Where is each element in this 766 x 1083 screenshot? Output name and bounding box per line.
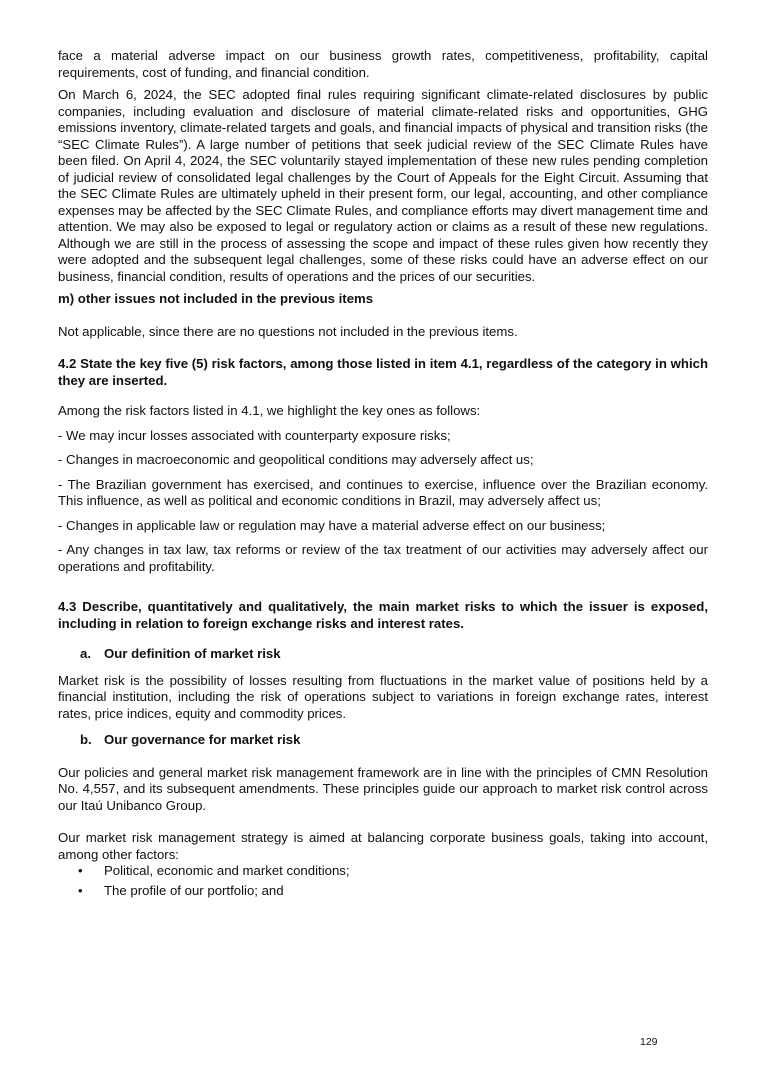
section-m-text: Not applicable, since there are no questions not included in the previous items.: [58, 323, 518, 339]
market-risk-governance-text: Our policies and general market risk management framework are in line with the principles of CMN Resolution No. 4,557, and its subsequent amendments. These principles guide our approach to market risk control across our Itaú Unibanco Group.: [58, 764, 708, 813]
subsection-a-marker: a.: [80, 646, 91, 661]
risk-factor-item: - We may incur losses associated with counterparty exposure risks;: [58, 427, 451, 443]
subsection-a-title: Our definition of market risk: [104, 646, 281, 661]
subsection-b-marker: b.: [80, 732, 92, 747]
risk-factor-item: - The Brazilian government has exercised, and continues to exercise, influence over the Brazilian economy. This influence, as well as political and economic conditions in Brazil, may adversely affect us;: [58, 476, 708, 508]
paragraph-sec-climate-rules: On March 6, 2024, the SEC adopted final rules requiring significant climate-related disclosures by public companies, including evaluation and disclosure of material climate-related risks and opportunities, GHG emissions inventory, climate-related targets and goals, and financial impacts of physical and transition risks (the “SEC Climate Rules”). A large number of petitions that seek judicial review of the SEC Climate Rules have been filed. On April 4, 2024, the SEC voluntarily stayed implementation of these new rules pending completion of judicial review of consolidated legal challenges by the Court of Appeals for the Eight Circuit. Assuming that the SEC Climate Rules are ultimately upheld in their present form, our legal, accounting, and other compliance expenses may be affected by the SEC Climate Rules, and compliance efforts may divert management time and attention. We may also be exposed to legal or regulatory action or claims as a result of these new regulations. Although we are still in the process of assessing the scope and impact of these rules given how recently they were adopted and the subsequent legal challenges, some of these risks could have an adverse effect on our business, financial condition, results of operations and the prices of our securities.: [58, 87, 708, 284]
bullet-icon: •: [78, 882, 83, 898]
subsection-b-title: Our governance for market risk: [104, 732, 301, 747]
list-item-text: Political, economic and market conditions;: [104, 863, 350, 878]
list-item-text: The profile of our portfolio; and: [104, 882, 284, 898]
list-item: [58, 863, 708, 880]
document-page: [58, 48, 708, 902]
list-item: [58, 883, 708, 900]
paragraph-continuation: face a material adverse impact on our business growth rates, competitiveness, profitability, capital requirements, cost of funding, and financial condition.: [58, 48, 708, 80]
section-4-2-heading: 4.2 State the key five (5) risk factors, among those listed in item 4.1, regardless of the category in which they are inserted.: [58, 356, 708, 388]
risk-factor-item: - Changes in macroeconomic and geopolitical conditions may adversely affect us;: [58, 452, 534, 467]
bullet-icon: •: [78, 863, 83, 878]
market-risk-strategy-text: Our market risk management strategy is aimed at balancing corporate business goals, taking into account, among other factors:: [58, 830, 708, 862]
subsection-b-heading: [58, 732, 708, 749]
subsection-a-heading: [58, 646, 708, 663]
section-m-heading: m) other issues not included in the previous items: [58, 291, 374, 306]
page-number: 129: [640, 1036, 658, 1048]
market-risk-definition: Market risk is the possibility of losses resulting from fluctuations in the market value of positions held by a financial institution, including the risk of operations subject to variations in foreign exchange rates, interest rates, price indices, equity and commodity prices.: [58, 672, 708, 721]
section-4-3-heading: 4.3 Describe, quantitatively and qualitatively, the main market risks to which the issuer is exposed, including in relation to foreign exchange risks and interest rates.: [58, 599, 708, 631]
risk-factor-item: - Any changes in tax law, tax reforms or review of the tax treatment of our activities may adversely affect our operations and profitability.: [58, 542, 708, 574]
risk-factor-item: - Changes in applicable law or regulation may have a material adverse effect on our business;: [58, 517, 606, 533]
section-4-2-intro: Among the risk factors listed in 4.1, we highlight the key ones as follows:: [58, 403, 481, 418]
strategy-factors-list: [58, 863, 708, 899]
